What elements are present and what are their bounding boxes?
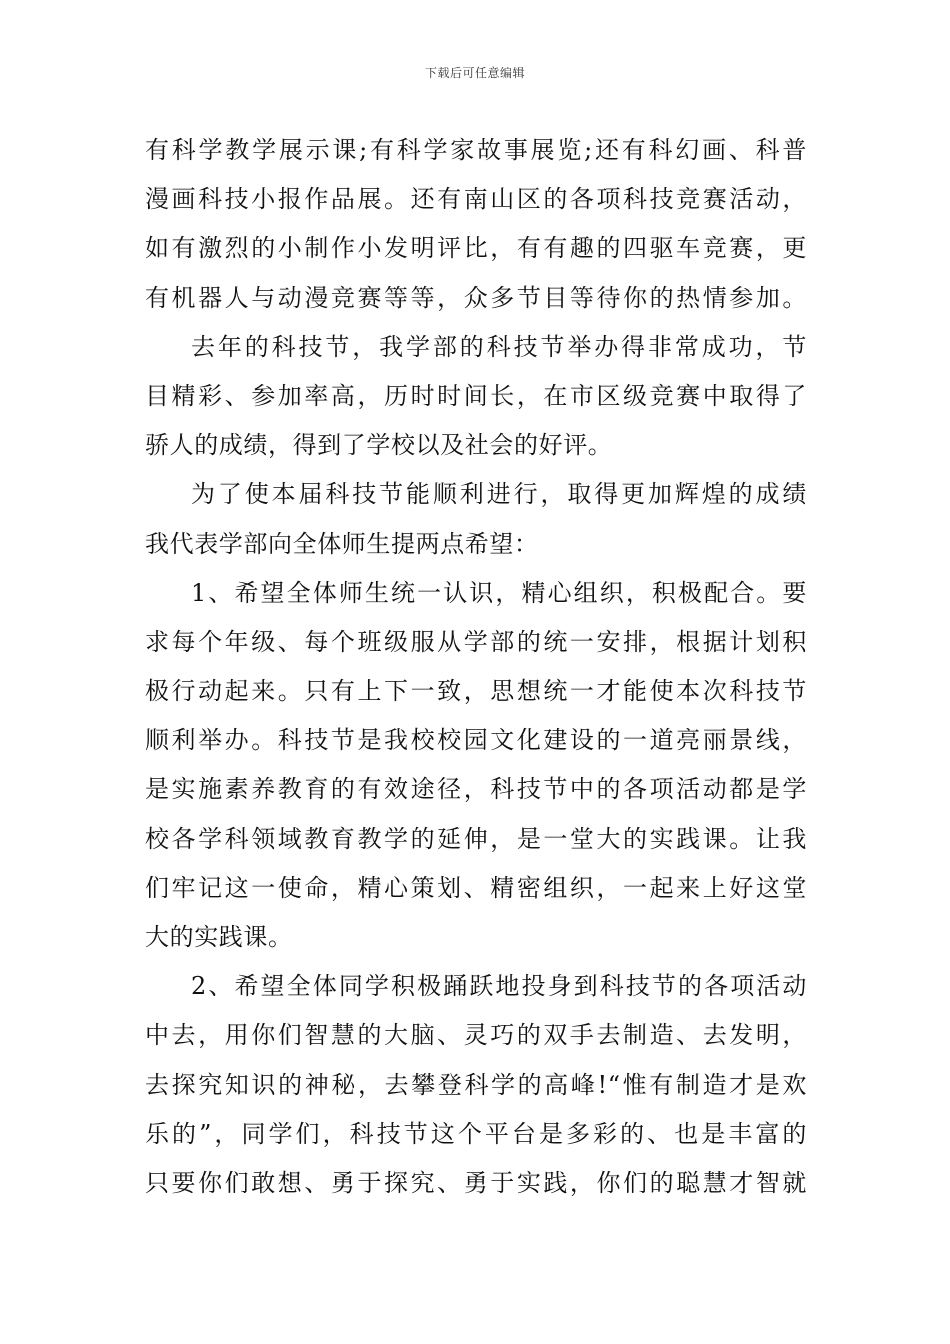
text-line: 大的实践课。 — [145, 923, 293, 951]
text-line: 去探究知识的神秘，去攀登科学的高峰!“惟有制造才是欢 — [145, 1070, 807, 1099]
text-line: 极行动起来。只有上下一致，思想统一才能使本次科技节 — [145, 677, 807, 706]
text-line: 有科学教学展示课;有科学家故事展览;还有科幻画、科普 — [145, 136, 807, 164]
paragraph-start-line: 1、希望全体师生统一认识，精心组织，积极配合。要 — [191, 578, 807, 607]
paragraph-start-line: 为了使本届科技节能顺利进行，取得更加辉煌的成绩 — [191, 480, 807, 509]
text-line: 只要你们敢想、勇于探究、勇于实践，你们的聪慧才智就 — [145, 1168, 807, 1197]
text-line: 顺利举办。科技节是我校校园文化建设的一道亮丽景线， — [145, 726, 807, 755]
text-line: 漫画科技小报作品展。还有南山区的各项科技竞赛活动， — [145, 185, 807, 214]
text-line: 骄人的成绩，得到了学校以及社会的好评。 — [145, 431, 613, 460]
text-line: 有机器人与动漫竞赛等等，众多节目等待你的热情参加。 — [145, 283, 807, 312]
text-line: 目精彩、参加率高，历时时间长，在市区级竞赛中取得了 — [145, 381, 807, 410]
text-line: 是实施素养教育的有效途径，科技节中的各项活动都是学 — [145, 775, 807, 804]
text-line: 求每个年级、每个班级服从学部的统一安排，根据计划积 — [145, 627, 807, 656]
paragraph-start-line: 2、希望全体同学积极踊跃地投身到科技节的各项活动 — [191, 972, 807, 1001]
document-body — [145, 126, 807, 1208]
page-header: 下载后可任意编辑 — [424, 66, 525, 80]
text-line: 们牢记这一使命，精心策划、精密组织，一起来上好这堂 — [145, 873, 807, 902]
text-line: 校各学科领域教育教学的延伸，是一堂大的实践课。让我 — [145, 824, 807, 853]
text-line: 如有激烈的小制作小发明评比，有有趣的四驱车竞赛，更 — [145, 234, 807, 263]
text-line: 我代表学部向全体师生提两点希望： — [145, 529, 539, 558]
paragraph-start-line: 去年的科技节，我学部的科技节举办得非常成功，节 — [191, 332, 807, 361]
text-line: 乐的”，同学们，科技节这个平台是多彩的、也是丰富的 — [145, 1119, 807, 1148]
text-line: 中去，用你们智慧的大脑、灵巧的双手去制造、去发明， — [145, 1021, 807, 1050]
